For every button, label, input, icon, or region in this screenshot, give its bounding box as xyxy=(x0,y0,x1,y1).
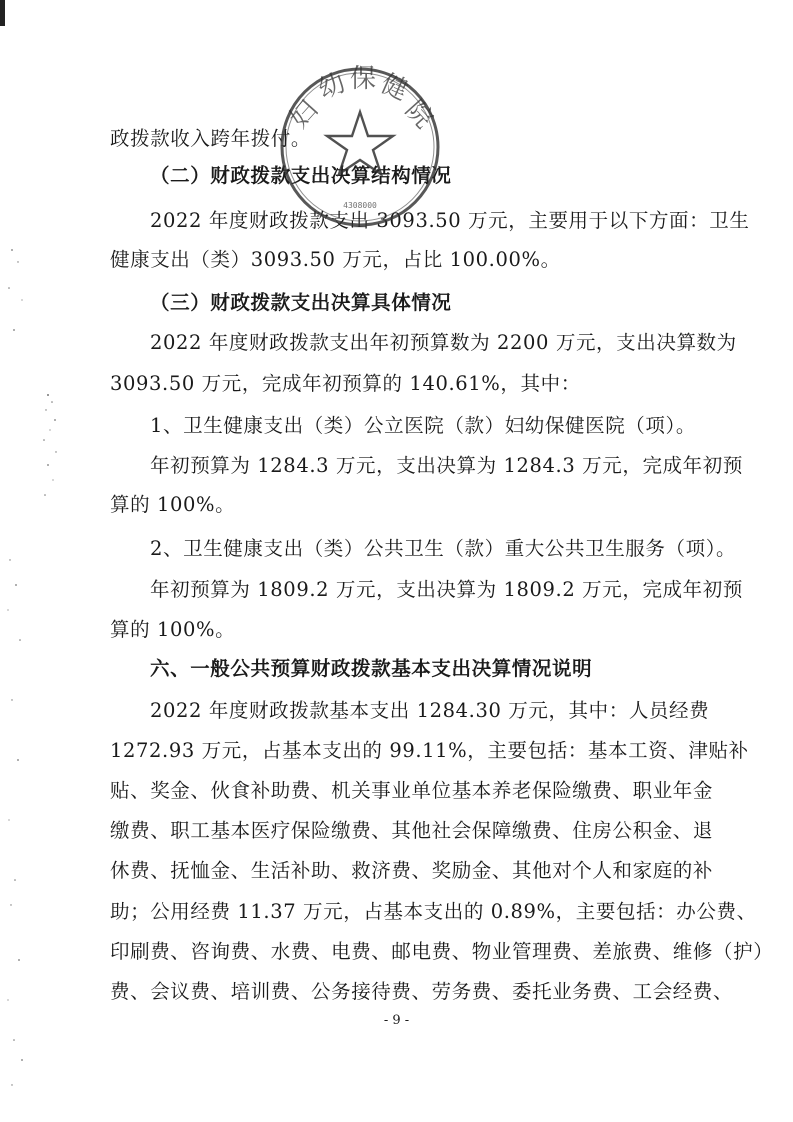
item-2-heading: 2、卫生健康支出（类）公共卫生（款）重大公共卫生服务（项）。 xyxy=(150,537,737,560)
text-line-17: 贴、奖金、伙食补助费、机关事业单位基本养老保险缴费、职业年金 xyxy=(110,779,714,802)
official-seal xyxy=(275,62,445,232)
text-line-19: 休费、抚恤金、生活补助、救济费、奖励金、其他对个人和家庭的补 xyxy=(110,859,714,882)
item-1-heading: 1、卫生健康支出（类）公立医院（款）妇幼保健医院（项）。 xyxy=(150,414,696,437)
text-line-1: 政拨款收入跨年拨付。 xyxy=(110,127,312,150)
text-line-16: 1272.93 万元，占基本支出的 99.11%，主要包括：基本工资、津贴补 xyxy=(110,739,749,762)
text-line-22: 费、会议费、培训费、公务接待费、劳务费、委托业务费、工会经费、 xyxy=(110,980,734,1003)
text-line-4: 健康支出（类）3093.50 万元，占比 100.00%。 xyxy=(110,248,561,271)
svg-text:保: 保 xyxy=(349,64,377,94)
scan-noise-strip xyxy=(0,0,70,1122)
svg-text:院: 院 xyxy=(399,94,439,135)
text-line-7: 3093.50 万元，完成年初预算的 140.61%，其中： xyxy=(110,372,581,395)
text-line-18: 缴费、职工基本医疗保险缴费、其他社会保障缴费、住房公积金、退 xyxy=(110,819,714,842)
section-heading-3: （三）财政拨款支出决算具体情况 xyxy=(150,291,452,314)
text-line-21: 印刷费、咨询费、水费、电费、邮电费、物业管理费、差旅费、维修（护） xyxy=(110,940,774,963)
page-number: - 9 - xyxy=(383,1013,410,1028)
svg-text:4308000: 4308000 xyxy=(343,201,377,210)
svg-text:妇: 妇 xyxy=(284,94,324,135)
text-line-3: 2022 年度财政拨款支出 3093.50 万元，主要用于以下方面：卫生 xyxy=(150,209,750,232)
text-line-20: 助；公用经费 11.37 万元，占基本支出的 0.89%，主要包括：办公费、 xyxy=(110,900,757,923)
text-line-12: 年初预算为 1809.2 万元，支出决算为 1809.2 万元，完成年初预 xyxy=(150,578,743,601)
svg-text:健: 健 xyxy=(376,68,413,107)
text-line-13: 算的 100%。 xyxy=(110,618,236,641)
section-heading-2: （二）财政拨款支出决算结构情况 xyxy=(150,164,452,187)
svg-text:幼: 幼 xyxy=(314,67,350,106)
section-heading-6: 六、一般公共预算财政拨款基本支出决算情况说明 xyxy=(150,657,593,680)
text-line-10: 算的 100%。 xyxy=(110,493,236,516)
text-line-9: 年初预算为 1284.3 万元，支出决算为 1284.3 万元，完成年初预 xyxy=(150,454,743,477)
text-line-6: 2022 年度财政拨款支出年初预算数为 2200 万元，支出决算数为 xyxy=(150,331,737,354)
text-line-15: 2022 年度财政拨款基本支出 1284.30 万元，其中：人员经费 xyxy=(150,699,710,722)
